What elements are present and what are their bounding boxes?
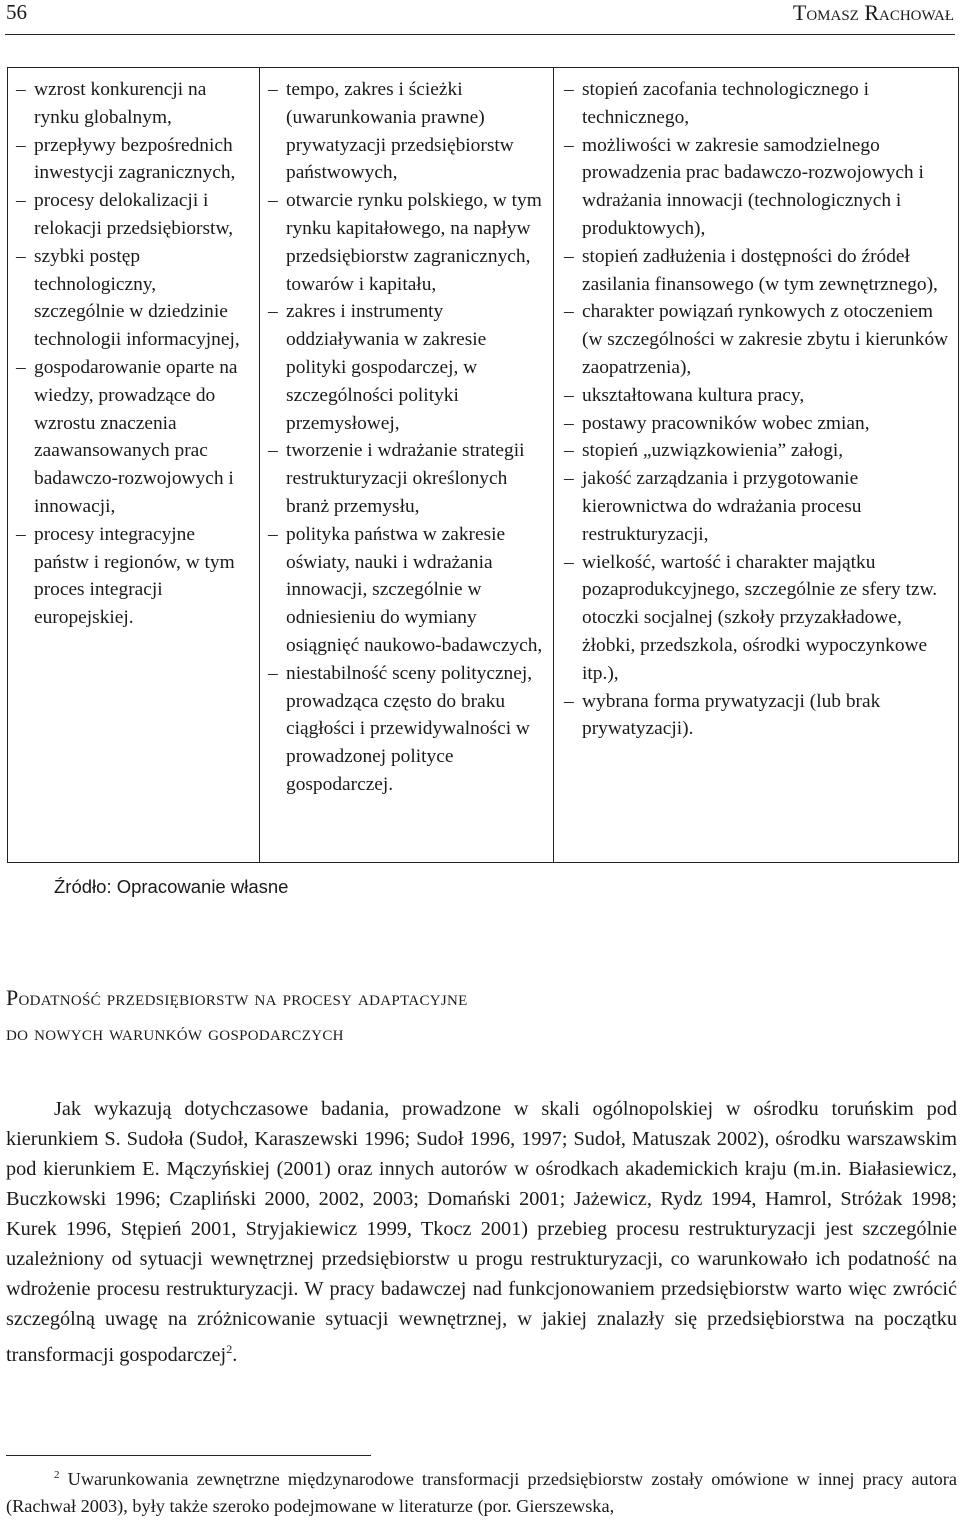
- list-item: – wielkość, wartość i charakter majątku pozaprodukcyjnego, szczególnie ze sfery tzw. otoczki socjalnej (szkoły przyzakładowe, żłobki, przedszkola, ośrodki wypoczynkowe itp.),: [562, 549, 952, 688]
- factors-table: [7, 67, 959, 863]
- list-item: – wzrost konkurencji na rynku globalnym,: [14, 76, 251, 132]
- list-item: – polityka państwa w zakresie oświaty, nauki i wdrażania innowacji, szczególnie w odniesieniu do wymiany osiągnięć naukowo-badawczych,: [266, 521, 549, 660]
- header-rule: [5, 34, 955, 35]
- table-source-note: Źródło: Opracowanie własne: [54, 876, 289, 897]
- list-item: – przepływy bezpośrednich inwestycji zagranicznych,: [14, 132, 251, 188]
- footnote-reference[interactable]: 2: [226, 1342, 233, 1356]
- factor-list: [8, 68, 259, 632]
- list-item: – zakres i instrumenty oddziaływania w zakresie polityki gospodarczej, w szczególności polityki przemysłowej,: [266, 298, 549, 437]
- list-item: – niestabilność sceny politycznej, prowadząca często do braku ciągłości i przewidywalności w prowadzonej polityce gospodarczej.: [266, 660, 549, 799]
- list-item: – możliwości w zakresie samodzielnego prowadzenia prac badawczo-rozwojowych i wdrażania innowacji (technologicznych i produktowych),: [562, 132, 952, 243]
- running-head: Tomasz Rachował: [792, 0, 954, 25]
- section-title: [6, 980, 906, 1050]
- list-item: – jakość zarządzania i przygotowanie kierownictwa do wdrażania procesu restrukturyzacji,: [562, 465, 952, 548]
- list-item: – tworzenie i wdrażanie strategii restrukturyzacji określonych branż przemysłu,: [266, 437, 549, 520]
- list-item: – stopień zacofania technologicznego i technicznego,: [562, 76, 952, 132]
- list-item: – szybki postęp technologiczny, szczególnie w dziedzinie technologii informacyjnej,: [14, 243, 251, 354]
- footnote-text: Uwarunkowania zewnętrzne międzynarodowe transformacji przedsiębiorstw zostały omówione w innej pracy autora (Rachwał 2003), były także szeroko podejmowane w literaturze (por. Gierszewska,: [6, 1469, 957, 1517]
- list-item: – stopień zadłużenia i dostępności do źródeł zasilania finansowego (w tym zewnętrznego),: [562, 243, 952, 299]
- list-item: – postawy pracowników wobec zmian,: [562, 410, 952, 438]
- page-header: [6, 0, 954, 26]
- footnote-rule: [6, 1455, 371, 1456]
- list-item: – stopień „uzwiązkowienia” załogi,: [562, 437, 952, 465]
- list-item: – ukształtowana kultura pracy,: [562, 382, 952, 410]
- list-item: – procesy delokalizacji i relokacji przedsiębiorstw,: [14, 187, 251, 243]
- factor-list: [554, 68, 958, 743]
- list-item: – otwarcie rynku polskiego, w tym rynku kapitałowego, na napływ przedsiębiorstw zagranicznych, towarów i kapitału,: [266, 187, 549, 298]
- paragraph-end: .: [232, 1343, 238, 1366]
- factor-list: [260, 68, 553, 799]
- list-item: – wybrana forma prywatyzacji (lub brak prywatyzacji).: [562, 688, 952, 744]
- list-item: – gospodarowanie oparte na wiedzy, prowadzące do wzrostu znaczenia zaawansowanych prac badawczo-rozwojowych i innowacji,: [14, 354, 251, 521]
- footnote: [6, 1462, 957, 1520]
- list-item: – charakter powiązań rynkowych z otoczeniem (w szczególności w zakresie zbytu i kierunków zaopatrzenia),: [562, 298, 952, 381]
- body-paragraph: [6, 1094, 957, 1370]
- footnote-number: 2: [54, 1469, 60, 1481]
- section-title-line: do nowych warunków gospodarczych: [6, 1020, 344, 1045]
- table-column-global: [8, 68, 260, 862]
- table-column-national: [260, 68, 554, 862]
- list-item: – tempo, zakres i ścieżki (uwarunkowania prawne) prywatyzacji przedsiębiorstw państwowych,: [266, 76, 549, 187]
- page-number: 56: [6, 0, 27, 24]
- list-item: – procesy integracyjne państw i regionów, w tym proces integracji europejskiej.: [14, 521, 251, 632]
- table-column-internal: [554, 68, 958, 862]
- paragraph-text: Jak wykazują dotychczasowe badania, prowadzone w skali ogólnopolskiej w ośrodku toruńskim pod kierunkiem S. Sudoła (Sudoł, Karaszewski 1996; Sudoł 1996, 1997; Sudoł, Matuszak 2002), ośrodku warszawskim pod kierunkiem E. Mączyńskiej (2001) oraz innych autorów w ośrodkach akademickich kraju (m.in. Białasiewicz, Buczkowski 1996; Czapliński 2000, 2002, 2003; Domański 2001; Jażewicz, Rydz 1994, Hamrol, Stróżak 1998; Kurek 1996, Stępień 2001, Stryjakiewicz 1999, Tkocz 2001) przebieg procesu restrukturyzacji jest szczególnie uzależniony od sytuacji wewnętrznej przedsiębiorstw u progu restrukturyzacji, co warunkowało ich podatność na wdrożenie procesu restrukturyzacji. W pracy badawczej nad funkcjonowaniem przedsiębiorstw warto więc zwrócić szczególną uwagę na zróżnicowanie sytuacji wewnętrznej, w jakiej znalazły się przedsiębiorstwa na początku transformacji gospodarczej: [6, 1098, 957, 1366]
- section-title-line: Podatność przedsiębiorstw na procesy adaptacyjne: [6, 985, 468, 1010]
